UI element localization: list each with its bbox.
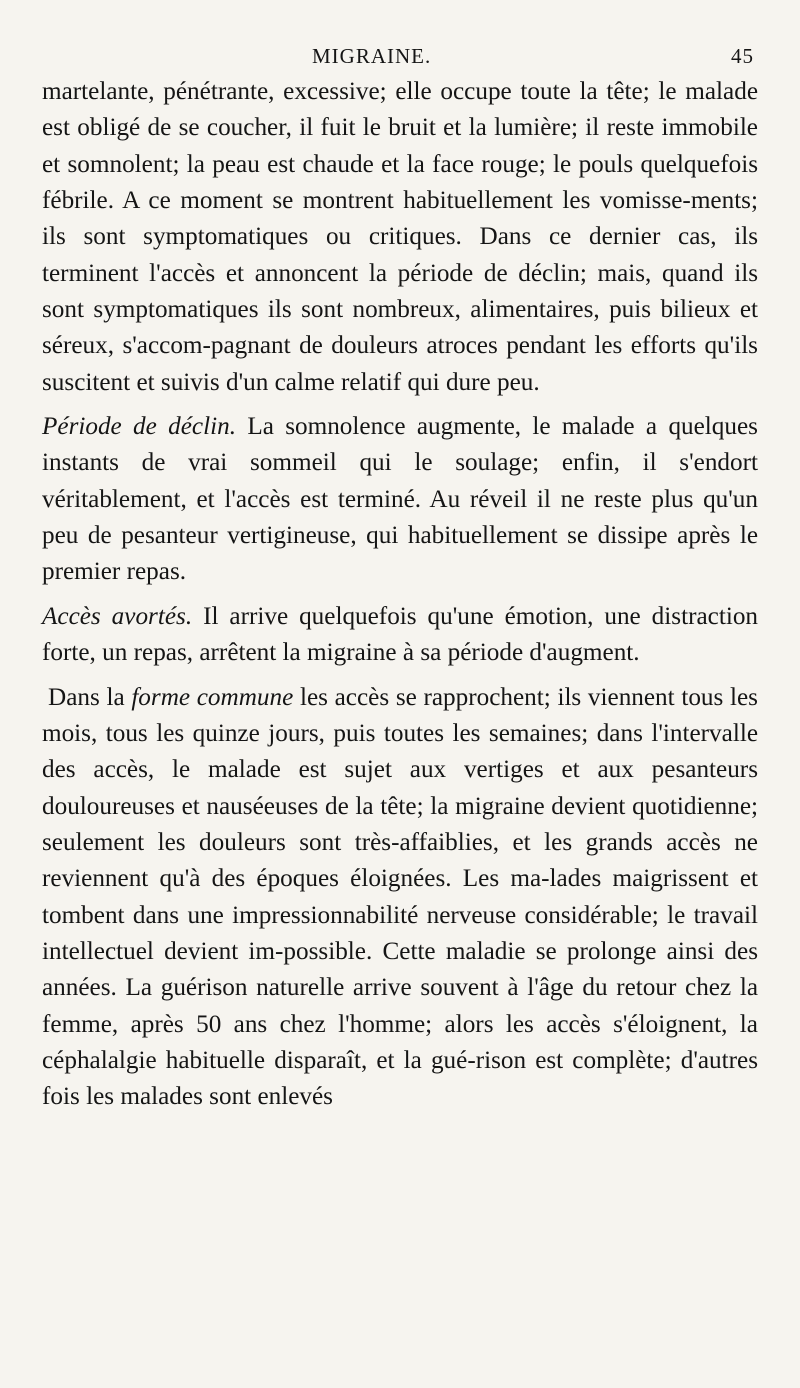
paragraph-common-form-lead: Dans la	[48, 683, 132, 711]
paragraph-decline-text: La somnolence augmente, le malade a quelques instants de vrai sommeil qui le soulage; enfin, il s'endort véritablement, et l'accès est terminé. Au réveil il ne reste plus qu'un peu de pesanteur vertigineuse, qui habituellement se dissipe après le premier repas.	[42, 413, 758, 586]
page-number: 45	[731, 44, 754, 68]
paragraph-common-form-text: les accès se rapprochent; ils viennent tous les mois, tous les quinze jours, puis toutes les semaines; dans l'intervalle des accès, le malade est sujet aux vertiges et aux pesanteurs douloureuses et nauséeuses de la tête; la migraine devient quotidienne; seulement les douleurs sont très-affaiblies, et les grands accès ne reviennent qu'à des époques éloignées. Les ma-lades maigrissent et tombent dans une impressionnabilité nerveuse considérable; le travail intellectuel devient im-possible. Cette maladie se prolonge ainsi des années. La guérison naturelle arrive souvent à l'âge du retour chez la femme, après 50 ans chez l'homme; alors les accès s'éloignent, la céphalalgie habituelle disparaît, et la gué-rison est complète; d'autres fois les malades sont enlevés	[42, 683, 758, 1111]
book-page	[42, 44, 758, 1116]
emphasis-common-form: forme commune	[131, 683, 294, 711]
paragraph-aborted-text: Il arrive quelquefois qu'une émotion, une distraction forte, un repas, arrêtent la migraine à sa période d'augment.	[42, 602, 759, 667]
paragraph-symptoms: martelante, pénétrante, excessive; elle occupe toute la tête; le malade est obligé de se coucher, il fuit le bruit et la lumière; il reste immobile et somnolent; la peau est chaude et la face rouge; le pouls quelquefois fébrile. A ce moment se montrent habituellement les vomisse-ments; ils sont symptomatiques ou critiques. Dans ce dernier cas, ils terminent l'accès et annoncent la période de déclin; mais, quand ils sont symptomatiques ils sont nombreux, alimentaires, puis bilieux et séreux, s'accom-pagnant de douleurs atroces pendant les efforts qu'ils suscitent et suivis d'un calme relatif qui dure peu.	[42, 78, 758, 396]
running-title: MIGRAINE.	[312, 44, 432, 68]
section-heading-aborted: Accès avortés.	[42, 602, 193, 630]
paragraph-aborted	[42, 599, 758, 672]
section-heading-decline: Période de déclin.	[42, 413, 236, 441]
running-head	[42, 44, 758, 74]
paragraph-decline	[42, 409, 758, 591]
paragraph-common-form	[42, 680, 758, 1116]
